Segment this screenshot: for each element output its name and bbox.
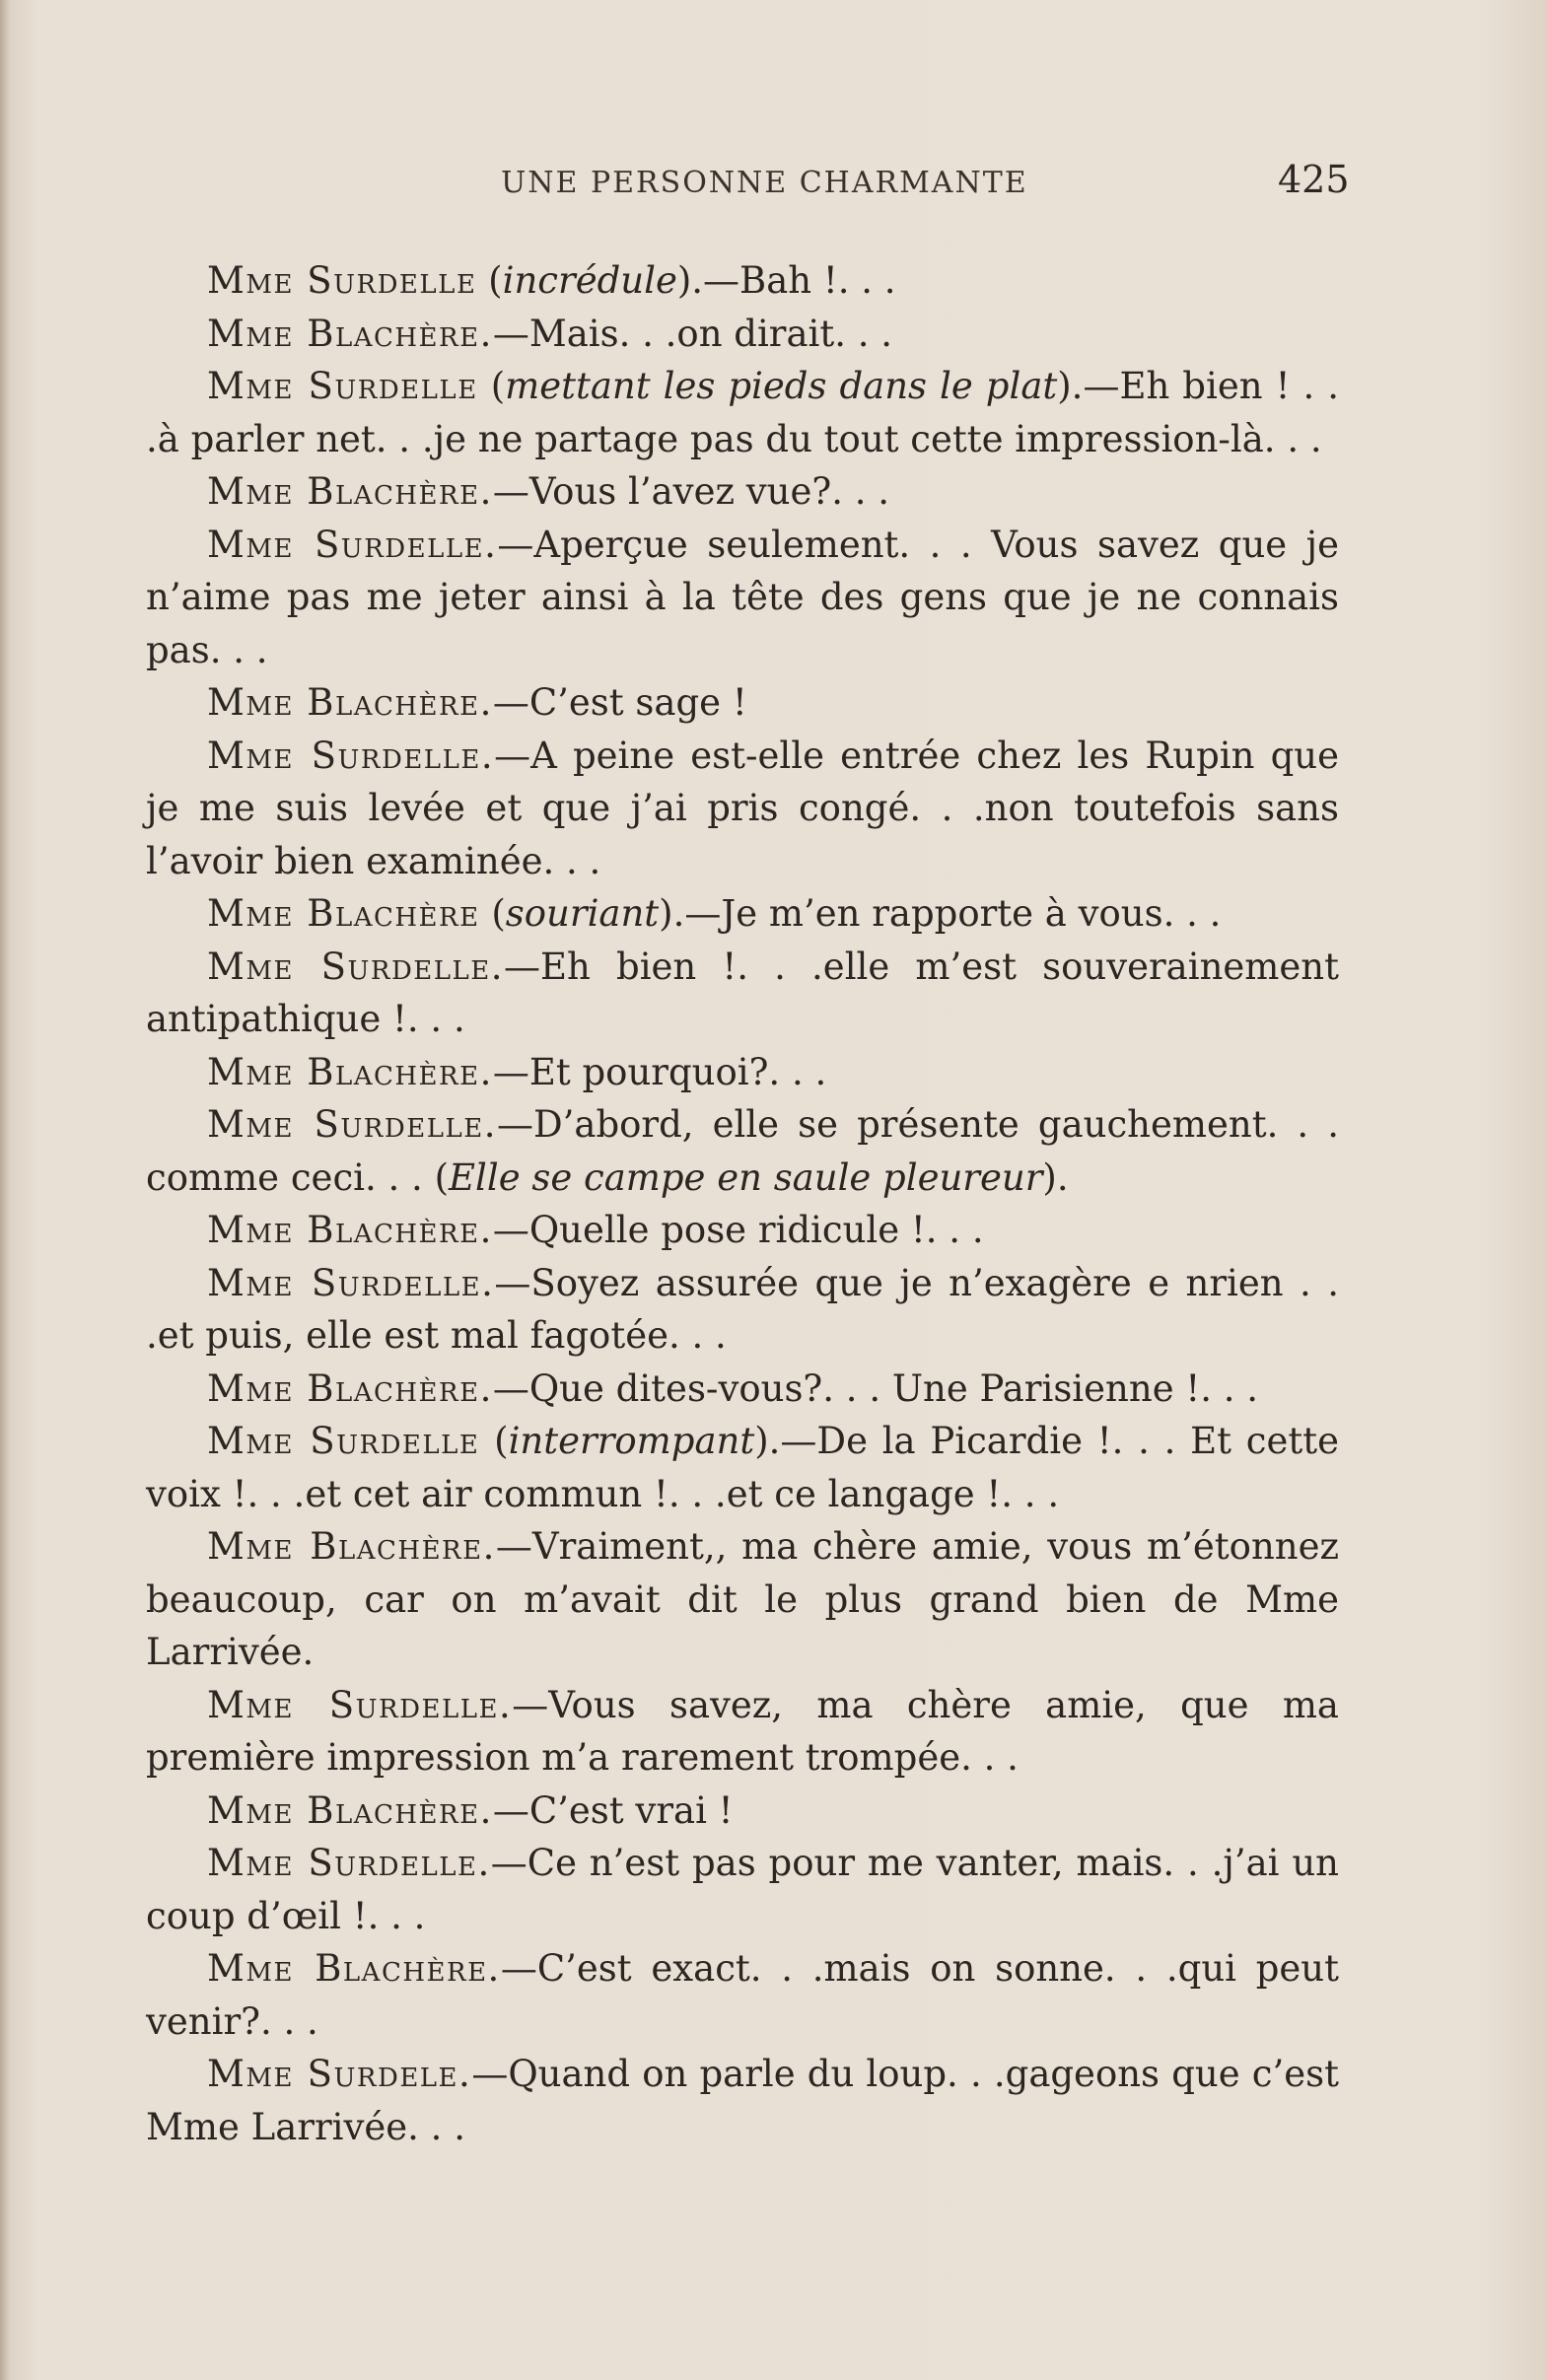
speaker-name: Mme Blachère.: [207, 1947, 501, 1990]
speech-text: —Eh bien !. . .elle m’est souverainement antipathique !. . .: [146, 945, 1339, 1040]
dialogue-line: Mme Surdelle (interrompant).—De la Picardie !. . . Et cette voix !. . .et cet air commun !. . .et ce langage !. . .: [146, 1420, 1339, 1515]
speech-text: —Quand on parle du loup. . .gageons que c’est Mme Larrivée. . .: [146, 2053, 1339, 2148]
stage-direction: incrédule: [502, 259, 677, 302]
stage-direction: souriant: [505, 892, 660, 935]
speech-text: —Vous l’avez vue?. . .: [492, 470, 890, 513]
speech-text: —Que dites-vous?. . . Une Parisienne !. . .: [492, 1366, 1259, 1410]
dialogue-line: Mme Surdelle.—D’abord, elle se présente gauchement. . . comme ceci. . . (Elle se campe en saule pleureur).: [146, 1103, 1339, 1199]
speaker-name: Mme Surdelle.: [207, 945, 505, 988]
speaker-name: Mme Surdelle.: [207, 734, 495, 777]
speaker-name: Mme Surdelle.: [207, 1683, 513, 1726]
stage-direction: interrompant: [508, 1420, 755, 1462]
dialogue-line: Mme Surdelle (mettant les pieds dans le plat).—Eh bien ! . . .à parler net. . .je ne partage pas du tout cette impression-là. . .: [146, 365, 1339, 460]
speaker-name: Mme Blachère.: [207, 1209, 493, 1251]
dialogue-line: [146, 1942, 1339, 2048]
speech-text: —Mais. . .on dirait. . .: [492, 312, 893, 355]
speaker-name: Mme Surdelle: [207, 1420, 480, 1462]
speaker-name: Mme Blachère.: [207, 1525, 496, 1568]
dialogue-line: [146, 730, 1339, 888]
speaker-name: Mme Surdelle.: [207, 1103, 497, 1146]
speech-text: —Aperçue seulement. . . Vous savez que je n’aime pas me jeter ainsi à la tête des gens que je ne connais pas. . .: [146, 523, 1339, 671]
speaker-name: Mme Surdelle.: [207, 523, 498, 566]
speech-text: —Et pourquoi?. . .: [492, 1050, 827, 1093]
stage-direction: Elle se campe en saule pleureur: [449, 1155, 1043, 1199]
running-head: [0, 158, 1547, 217]
speech-text: —Ce n’est pas pour me vanter, mais. . .j’ai un coup d’œil !. . .: [146, 1842, 1339, 1937]
dialogue-line: [146, 1363, 1339, 1416]
speaker-name: Mme Surdelle: [207, 259, 477, 302]
page-edge: [0, 0, 10, 2380]
dialogue-line: [146, 941, 1339, 1046]
speaker-name: Mme Surdelle.: [207, 1842, 491, 1884]
dialogue-line: Mme Surdelle (incrédule).—Bah !. . .: [207, 259, 896, 302]
speaker-name: Mme Surdele.: [207, 2053, 472, 2095]
speech-text: —D’abord, elle se présente gauchement. . . comme ceci. . .: [146, 1103, 1339, 1199]
speaker-name: Mme Blachère: [207, 892, 480, 935]
running-title: UNE PERSONNE CHARMANTE: [501, 166, 1028, 200]
speech-text: —Je m’en rapporte à vous. . .: [684, 892, 1222, 935]
speech-text: —Vous savez, ma chère amie, que ma première impression m’a rarement trompée. . .: [146, 1683, 1339, 1779]
dialogue-line: [146, 465, 1339, 519]
dialogue-text: [146, 254, 1339, 2153]
speaker-name: Mme Blachère.: [207, 1788, 493, 1832]
dialogue-line: [146, 1204, 1339, 1257]
dialogue-line: Mme Blachère (souriant).—Je m’en rapporte à vous. . .: [207, 892, 1222, 935]
speech-text: —Quelle pose ridicule !. . .: [492, 1209, 984, 1251]
stage-direction: mettant les pieds dans le plat: [505, 365, 1058, 407]
speech-text: —Vraiment,, ma chère amie, vous m’étonnez beaucoup, car on m’avait dit le plus grand bien de Mme Larrivée.: [146, 1525, 1339, 1673]
dialogue-line: [146, 1520, 1339, 1679]
speech-text: —Bah !. . .: [703, 259, 896, 302]
dialogue-line: [146, 308, 1339, 361]
speaker-name: Mme Blachère.: [207, 312, 493, 355]
dialogue-line: [146, 1837, 1339, 1942]
speech-text: —A peine est-elle entrée chez les Rupin que je me suis levée et que j’ai pris congé. . .non toutefois sans l’avoir bien examinée. . .: [146, 734, 1339, 882]
dialogue-line: [146, 1046, 1339, 1099]
speaker-name: Mme Blachère.: [207, 1366, 493, 1410]
speaker-name: Mme Surdelle: [207, 365, 478, 407]
dialogue-line: [146, 1785, 1339, 1838]
dialogue-line: [146, 2048, 1339, 2153]
speech-text: —Soyez assurée que je n’exagère e nrien . . .et puis, elle est mal fagotée. . .: [146, 1261, 1340, 1357]
page-number: 425: [1278, 158, 1350, 201]
speaker-name: Mme Blachère.: [207, 681, 493, 724]
dialogue-line: [146, 1257, 1339, 1363]
speaker-name: Mme Surdelle.: [207, 1261, 495, 1304]
speech-text: —De la Picardie !. . . Et cette voix !. . .et cet air commun !. . .et ce langage !. . .: [146, 1420, 1339, 1515]
speech-text: —C’est exact. . .mais on sonne. . .qui peut venir?. . .: [146, 1947, 1340, 2043]
dialogue-line: [146, 1679, 1339, 1785]
speaker-name: Mme Blachère.: [207, 470, 493, 513]
speech-text: —Eh bien ! . . .à parler net. . .je ne partage pas du tout cette impression-là. . .: [146, 365, 1339, 460]
dialogue-line: [146, 676, 1339, 730]
speech-text: —C’est sage !: [492, 681, 747, 724]
speaker-name: Mme Blachère.: [207, 1050, 493, 1093]
speech-text: —C’est vrai !: [492, 1788, 734, 1832]
dialogue-line: [146, 519, 1339, 677]
